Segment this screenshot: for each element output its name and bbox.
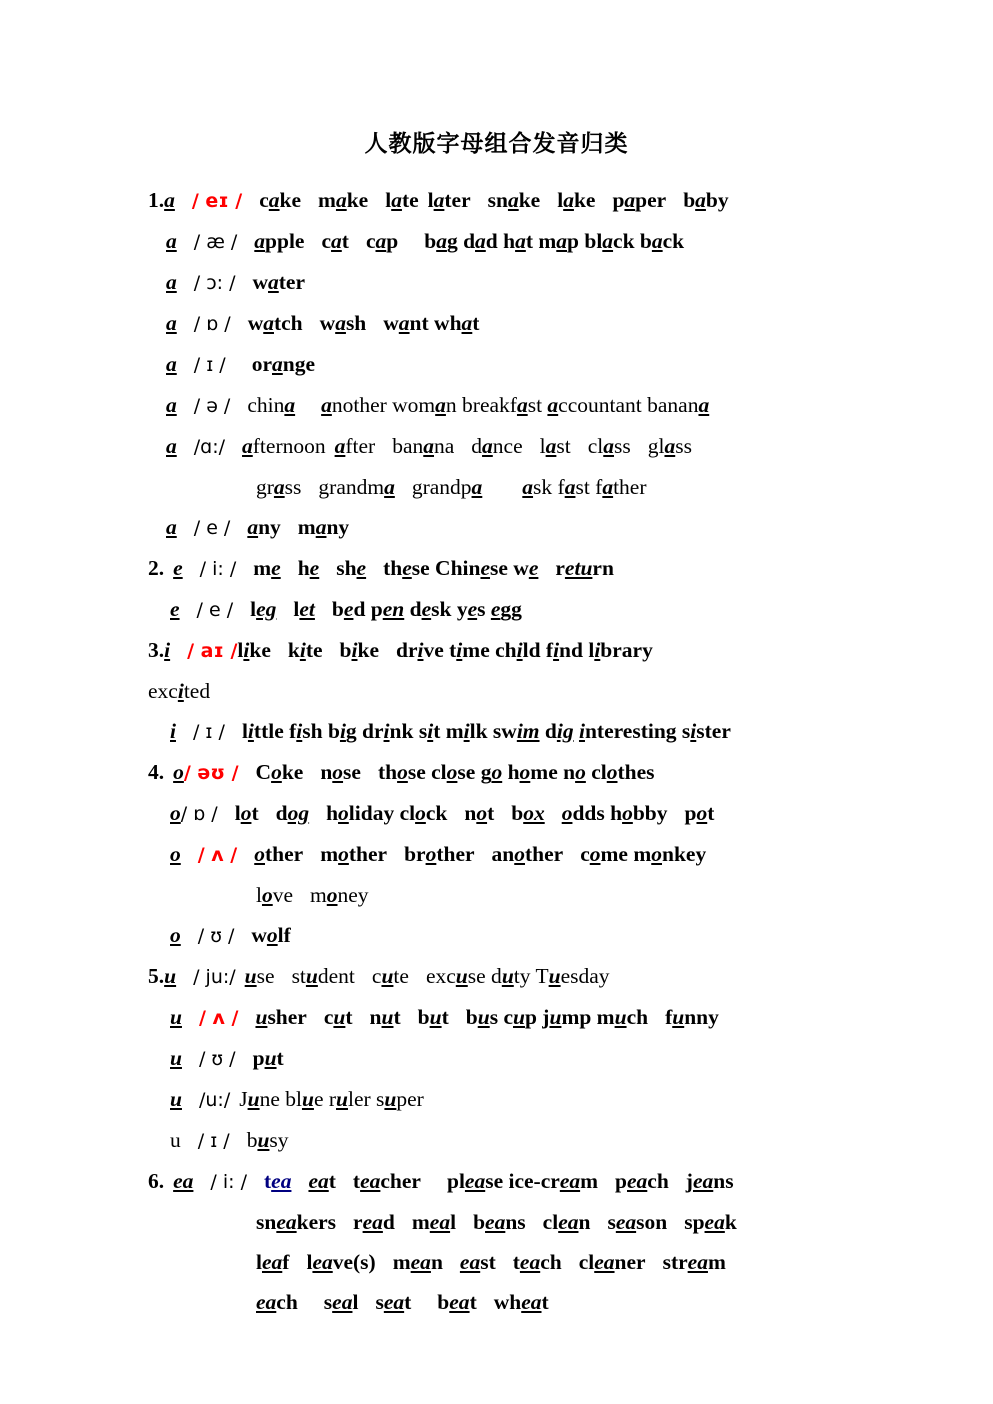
list-item	[148, 262, 863, 303]
word-examples: put	[252, 1046, 284, 1070]
word-examples: china another woman breakfast accountant banana	[247, 393, 710, 417]
word-examples: usher cut nut but bus cup jump much funny	[255, 1005, 719, 1029]
word-examples: water	[252, 270, 306, 294]
list-item	[148, 793, 863, 834]
ipa-symbol: / ɒ /	[180, 803, 218, 825]
letter-label: u	[170, 1005, 182, 1029]
list-item	[148, 221, 863, 262]
word-examples: use student cute excuse duty Tuesday	[244, 964, 610, 988]
pronunciation-list	[0, 180, 993, 1322]
list-item	[148, 1079, 863, 1120]
letter-label: u	[170, 1087, 182, 1111]
letter-label: a	[166, 311, 177, 335]
list-item-continuation	[148, 1202, 863, 1242]
word-examples: afternoon after banana dance last class glass	[242, 434, 692, 458]
item-number: 1.	[148, 188, 165, 212]
ipa-symbol: / ʌ /	[198, 1007, 239, 1029]
letter-label: e	[173, 556, 183, 580]
word-examples: wolf	[251, 923, 291, 947]
word-examples: leaf leave(s) mean east teach cleaner stream	[256, 1250, 726, 1274]
ipa-symbol: / ju:/	[193, 966, 236, 988]
ipa-symbol: / i: /	[210, 1171, 247, 1193]
word-examples: love money	[256, 883, 369, 907]
word-examples: orange	[251, 352, 315, 376]
list-item	[148, 711, 863, 752]
list-item-continuation	[148, 1242, 863, 1282]
word-examples: cake make late later snake lake paper baby	[259, 188, 729, 212]
ipa-symbol: / ɪ /	[193, 354, 226, 376]
ipa-symbol: / e /	[196, 599, 234, 621]
list-item	[148, 507, 863, 548]
letter-label: o	[170, 842, 181, 866]
list-item	[148, 997, 863, 1038]
letter-label: a	[166, 270, 177, 294]
ipa-symbol: / eɪ /	[191, 190, 243, 212]
letter-label: o	[170, 801, 181, 825]
list-item	[148, 426, 863, 467]
list-item	[148, 1120, 863, 1161]
ipa-symbol: / ʊ /	[198, 1048, 236, 1070]
letter-label: a	[166, 393, 177, 417]
letter-label: i	[170, 719, 176, 743]
word-examples: lot dog holiday clock not box odds hobby pot	[234, 801, 715, 825]
letter-label: a	[164, 188, 175, 212]
ipa-symbol: / əʊ /	[183, 762, 239, 784]
word-examples: apple cat cap bag dad hat map black back	[254, 229, 685, 253]
ipa-symbol: /ɑ:/	[193, 436, 226, 458]
ipa-symbol: / ʌ /	[197, 844, 238, 866]
item-number: 5.	[148, 964, 165, 988]
word-examples: June blue ruler super	[239, 1087, 424, 1111]
ipa-symbol: / ɔ: /	[193, 272, 236, 294]
word-examples: me he she these Chinese we return	[253, 556, 614, 580]
ipa-symbol: / ɪ /	[197, 1130, 230, 1152]
word-examples: Coke nose those close go home no clothes	[255, 760, 655, 784]
list-item-continuation	[148, 671, 863, 711]
list-item	[148, 1161, 863, 1202]
letter-label: o	[173, 760, 184, 784]
ipa-symbol: / ɒ /	[193, 313, 231, 335]
word-examples: leg let bed pen desk yes egg	[250, 597, 522, 621]
list-item-continuation	[148, 1282, 863, 1322]
list-item	[148, 385, 863, 426]
letter-label: ea	[173, 1169, 194, 1193]
word-examples: like kite bike drive time child find library	[237, 638, 653, 662]
list-item	[148, 180, 863, 221]
ipa-symbol: / i: /	[199, 558, 237, 580]
page-title: 人教版字母组合发音归类	[364, 131, 629, 156]
letter-label: a	[166, 515, 177, 539]
item-number: 6.	[148, 1169, 165, 1193]
word-examples: other mother brother another come monkey	[254, 842, 707, 866]
letter-label: u	[164, 964, 177, 988]
letter-label: o	[170, 923, 181, 947]
word-examples: each seal seat beat wheat	[256, 1290, 549, 1314]
letter-label: a	[166, 434, 177, 458]
word-examples: tea eat teacher please ice-cream peach jeans	[263, 1169, 734, 1193]
list-item	[148, 752, 863, 793]
list-item-continuation	[148, 467, 863, 507]
ipa-symbol: / ʊ /	[197, 925, 235, 947]
ipa-symbol: / æ /	[193, 231, 238, 253]
list-item-continuation	[148, 875, 863, 915]
list-item	[148, 956, 863, 997]
letter-label: e	[170, 597, 180, 621]
word-examples: any many	[247, 515, 350, 539]
item-number: 2.	[148, 556, 165, 580]
word-examples: watch wash want what	[247, 311, 480, 335]
word-examples: busy	[246, 1128, 289, 1152]
item-number: 3.	[148, 638, 165, 662]
ipa-symbol: / aɪ /	[187, 640, 238, 662]
list-item	[148, 834, 863, 875]
item-number: 4.	[148, 760, 165, 784]
word-examples: little fish big drink sit milk swim dig interesting sister	[241, 719, 731, 743]
letter-label: a	[166, 352, 177, 376]
ipa-symbol: / ə /	[193, 395, 231, 417]
list-item	[148, 630, 863, 671]
list-item	[148, 1038, 863, 1079]
list-item	[148, 548, 863, 589]
ipa-symbol: /u:/	[198, 1089, 231, 1111]
ipa-symbol: / ɪ /	[192, 721, 225, 743]
word-examples: grass grandma grandpa ask fast father	[256, 475, 647, 499]
list-item	[148, 303, 863, 344]
letter-label: i	[164, 638, 171, 662]
letter-label: u	[170, 1128, 181, 1152]
ipa-symbol: / e /	[193, 517, 231, 539]
list-item	[148, 344, 863, 385]
list-item	[148, 915, 863, 956]
word-examples: excited	[148, 679, 211, 703]
list-item	[148, 589, 863, 630]
word-examples: sneakers read meal beans clean season speak	[256, 1210, 737, 1234]
letter-label: a	[166, 229, 177, 253]
letter-label: u	[170, 1046, 182, 1070]
